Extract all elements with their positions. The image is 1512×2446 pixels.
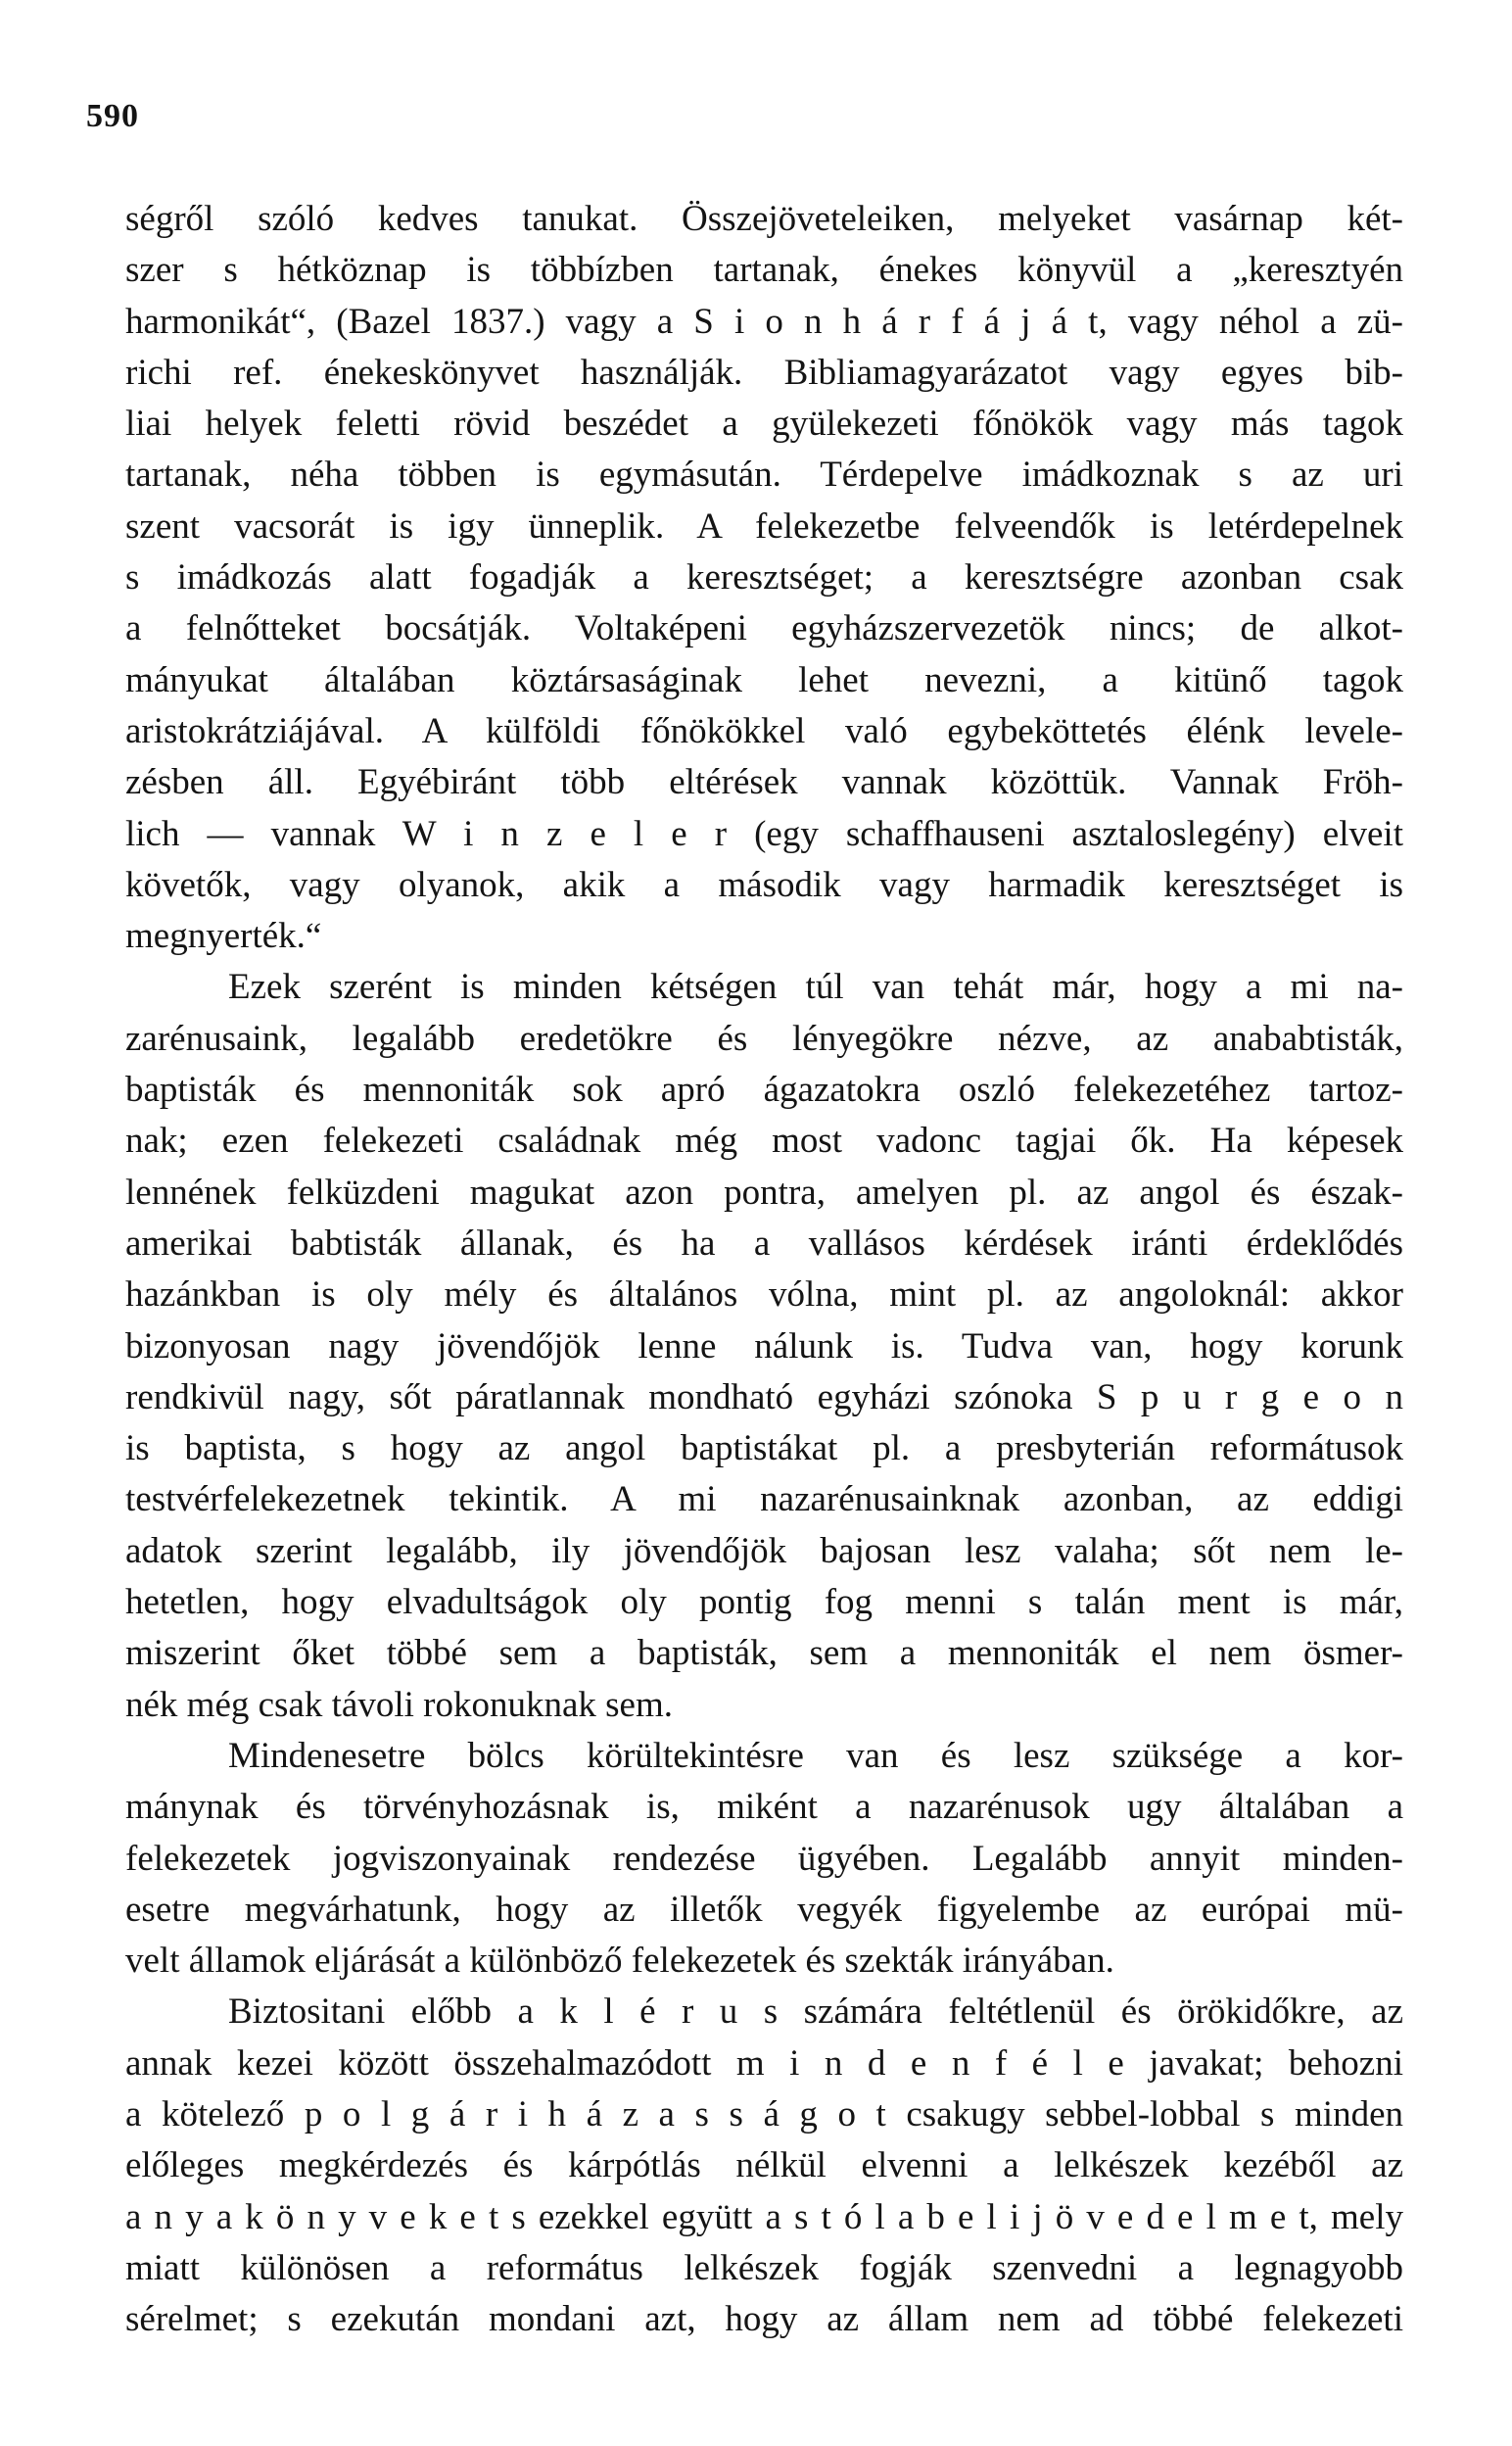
text-line: aristokrátziájával. A külföldi főnökökkel való egybeköttetés élénk levele- [125,710,1403,751]
text-line: rendkivül nagy, sőt páratlannak mondható egyházi szónoka S p u r g e o n [125,1376,1403,1417]
text-line: ségről szóló kedves tanukat. Összejöveteleiken, melyeket vasárnap két- [125,199,1403,239]
text-line: előleges megkérdezés és kárpótlás nélkül elvenni a lelkészek kezéből az [125,2145,1403,2186]
text-line: szer s hétköznap is többízben tartanak, énekes könyvül a „keresztyén [125,250,1403,291]
text-line: zésben áll. Egyébiránt több eltérések vannak közöttük. Vannak Fröh- [125,762,1403,803]
text-line: nak; ezen felekezeti családnak még most vadonc tagjai ők. Ha képesek [125,1121,1403,1162]
text-line: mánynak és törvényhozásnak is, miként a nazarénusok ugy általában a [125,1787,1403,1828]
text-line: baptisták és mennoniták sok apró ágazatokra oszló felekezetéhez tartoz- [125,1070,1403,1111]
text-line: a felnőtteket bocsátják. Voltaképeni egyházszervezetök nincs; de alkot- [125,608,1403,649]
text-line: Biztositani előbb a k l é r u s számára feltétlenül és örökidőkre, az [228,1991,1403,2033]
body-text [125,194,1403,2345]
text-line: sérelmet; s ezekután mondani azt, hogy az állam nem ad többé felekezeti [125,2299,1403,2340]
text-line: harmonikát“, (Bazel 1837.) vagy a S i o n h á r f á j á t, vagy néhol a zü- [125,301,1403,342]
text-line: miatt különösen a református lelkészek fogják szenvedni a legnagyobb [125,2247,1403,2288]
text-line: adatok szerint legalább, ily jövendőjök bajosan lesz valaha; sőt nem le- [125,1530,1403,1571]
text-line: lich — vannak W i n z e l e r (egy schaffhauseni asztaloslegény) elveit [125,813,1403,854]
page-number: 590 [86,98,139,134]
text-line: testvérfelekezetnek tekintik. A mi nazarénusainknak azonban, az eddigi [125,1479,1403,1520]
text-line: s imádkozás alatt fogadják a keresztséget; a keresztségre azonban csak [125,557,1403,599]
text-line: bizonyosan nagy jövendőjök lenne nálunk is. Tudva van, hogy korunk [125,1325,1403,1367]
text-line: zarénusaink, legalább eredetökre és lényegökre nézve, az anababtisták, [125,1018,1403,1059]
text-line: megnyerték.“ [125,916,322,957]
text-line: a kötelező p o l g á r i h á z a s s á g o t csakugy sebbel-lobbal s minden [125,2093,1403,2134]
text-line: Ezek szerént is minden kétségen túl van tehát már, hogy a mi na- [228,967,1403,1008]
text-line: követők, vagy olyanok, akik a második vagy harmadik keresztséget is [125,864,1403,905]
text-line: liai helyek feletti rövid beszédet a gyülekezeti főnökök vagy más tagok [125,404,1403,445]
text-line: mányukat általában köztársaságinak lehet nevezni, a kitünő tagok [125,659,1403,700]
text-line: szent vacsorát is igy ünneplik. A felekezetbe felveendők is letérdepelnek [125,505,1403,547]
text-line: felekezetek jogviszonyainak rendezése ügyében. Legalább annyit minden- [125,1838,1403,1879]
text-line: tartanak, néha többen is egymásután. Térdepelve imádkoznak s az uri [125,455,1403,496]
text-line: hazánkban is oly mély és általános vólna, mint pl. az angoloknál: akkor [125,1274,1403,1316]
text-line: amerikai babtisták állanak, és ha a vallásos kérdések iránti érdeklődés [125,1223,1403,1264]
text-line: miszerint őket többé sem a baptisták, sem a mennoniták el nem ösmer- [125,1633,1403,1674]
text-line: richi ref. énekeskönyvet használják. Bibliamagyarázatot vagy egyes bib- [125,352,1403,393]
text-line: esetre megvárhatunk, hogy az illetők vegyék figyelembe az európai mü- [125,1889,1403,1930]
text-line: Mindenesetre bölcs körültekintésre van és lesz szüksége a kor- [228,1735,1403,1776]
text-line: is baptista, s hogy az angol baptistákat pl. a presbyterián reformátusok [125,1428,1403,1469]
text-line: nék még csak távoli rokonuknak sem. [125,1684,673,1725]
text-line: annak kezei között összehalmazódott m i n d e n f é l e javakat; behozni [125,2042,1403,2084]
text-line: lennének felküzdeni magukat azon pontra, amelyen pl. az angol és észak- [125,1172,1403,1213]
text-line: velt államok eljárását a különböző felekezetek és szekták irányában. [125,1941,1114,1982]
text-line: hetetlen, hogy elvadultságok oly pontig fog menni s talán ment is már, [125,1582,1403,1623]
text-line: a n y a k ö n y v e k e t s ezekkel együtt a s t ó l a b e l i j ö v e d e l m e t, mely [125,2196,1403,2237]
